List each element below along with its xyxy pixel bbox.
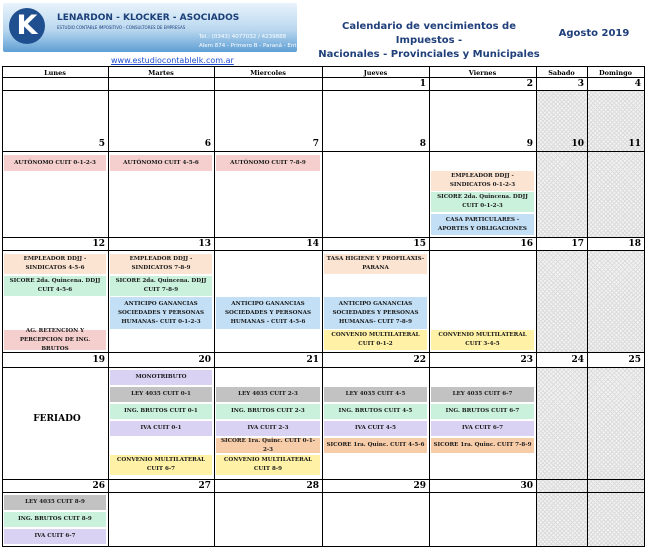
- event-iva: IVA CUIT 6-7: [431, 421, 534, 436]
- holiday-label: FERIADO: [33, 414, 81, 424]
- day-number: 8: [419, 139, 426, 149]
- grid-line: [2, 77, 645, 78]
- day-number: 25: [628, 355, 641, 365]
- event-ing-brutos: ING. BRUTOS CUIT 0-1: [110, 404, 212, 419]
- hatch-sat-w5: [537, 479, 587, 547]
- page-title: [318, 20, 540, 62]
- day-number: 19: [92, 355, 105, 365]
- event-autonomo: AUTÓNOMO CUIT 7-8-9: [216, 155, 320, 171]
- grid-line: [2, 479, 645, 480]
- day-number: 23: [520, 355, 533, 365]
- day-number: 5: [98, 139, 105, 149]
- company-logo: [3, 3, 316, 52]
- event-convenio-multilateral: CONVENIO MULTILATERAL CUIT 8-9: [216, 455, 320, 475]
- event-sicore-quincena: SICORE 1ra. Quinc. CUIT 7-8-9: [431, 438, 534, 453]
- day-number: 14: [306, 239, 319, 249]
- grid-line: [2, 66, 645, 67]
- logo-k-icon: K: [9, 8, 45, 44]
- grid-line: [2, 151, 645, 152]
- grid-line: [536, 66, 537, 547]
- event-empleador: EMPLEADOR DDJJ - SINDICATOS 4-5-6: [4, 254, 106, 274]
- event-anticipo-ganancias: ANTICIPO GANANCIAS SOCIEDADES Y PERSONAS HUMANAS- CUIT 0-1-2-3: [110, 297, 212, 329]
- day-header-jueves: Jueves: [363, 69, 388, 77]
- event-empleador: EMPLEADOR DDJJ - SINDICATOS 0-1-2-3: [431, 171, 534, 191]
- event-iva: IVA CUIT 0-1: [110, 421, 212, 436]
- hatch-sun-w3: [588, 250, 645, 352]
- event-ing-brutos: ING. BRUTOS CUIT 4-5: [324, 404, 427, 419]
- event-convenio-multilateral: CONVENIO MULTILATERAL CUIT 3-4-5: [431, 330, 534, 350]
- grid-line: [2, 237, 645, 238]
- grid-line: [322, 66, 323, 547]
- event-ag-retencion: AG. RETENCION Y PERCEPCION DE ING. BRUTOS: [4, 330, 106, 350]
- event-ley-4035: LEY 4035 CUIT 2-3: [216, 387, 320, 402]
- hatch-sun-w4: [588, 367, 645, 479]
- day-number: 17: [571, 239, 584, 249]
- day-number: 24: [571, 355, 584, 365]
- event-anticipo-ganancias: ANTICIPO GANANCIAS SOCIEDADES Y PERSONAS HUMANAS- CUIT 7-8-9: [324, 297, 427, 329]
- event-sicore-ddjj: SICORE 2da. Quincena. DDJJ CUIT 0-1-2-3: [431, 192, 534, 212]
- day-number: 10: [571, 139, 584, 149]
- hatch-sat-w3: [537, 250, 587, 352]
- grid-line: [429, 66, 430, 547]
- event-anticipo-ganancias: ANTICIPO GANANCIAS SOCIEDADES Y PERSONAS HUMANAS - CUIT 4-5-6: [216, 297, 320, 329]
- day-number: 27: [198, 481, 211, 491]
- day-number: 20: [198, 355, 211, 365]
- day-header-sabado: Sabado: [548, 69, 575, 77]
- event-ley-4035: LEY 4035 CUIT 4-5: [324, 387, 427, 402]
- day-number: 30: [520, 481, 533, 491]
- grid-line: [644, 66, 645, 547]
- company-subtitle: ESTUDIO CONTABLE IMPOSITIVO - CONSULTORES DE EMPRESAS: [57, 25, 186, 30]
- company-address: Alem 874 - Primero B - Paraná - Entre Ríos: [199, 43, 316, 49]
- event-sicore-ddjj: SICORE 2da. Quincena. DDJJ CUIT 7-8-9: [110, 276, 212, 296]
- event-ing-brutos: ING. BRUTOS CUIT 6-7: [431, 404, 534, 419]
- grid-line: [2, 546, 645, 547]
- hatch-sat-w2: [537, 151, 587, 237]
- day-number: 7: [312, 139, 319, 149]
- day-number: 9: [526, 139, 533, 149]
- company-name: LENARDON - KLOCKER - ASOCIADOS: [57, 13, 240, 23]
- day-number: 18: [628, 239, 641, 249]
- event-iva: IVA CUIT 4-5: [324, 421, 427, 436]
- event-sicore-quincena: SICORE 1ra. Quinc. CUIT 4-5-6: [324, 438, 427, 453]
- title-line-2: Nacionales - Provinciales y Municipales: [318, 49, 540, 60]
- event-autonomo: AUTÓNOMO CUIT 4-5-6: [110, 155, 212, 171]
- grid-line: [2, 66, 3, 547]
- day-number: 13: [198, 239, 211, 249]
- day-number: 28: [306, 481, 319, 491]
- event-ley-4035: LEY 4035 CUIT 6-7: [431, 387, 534, 402]
- event-autonomo: AUTÓNOMO CUIT 0-1-2-3: [4, 155, 106, 171]
- event-convenio-multilateral: CONVENIO MULTILATERAL CUIT 6-7: [110, 455, 212, 475]
- day-number: 4: [634, 79, 641, 89]
- hatch-sun-w5: [588, 479, 645, 547]
- event-iva: IVA CUIT 6-7: [4, 529, 106, 544]
- event-ing-brutos: ING. BRUTOS CUIT 2-3: [216, 404, 320, 419]
- event-iva: IVA CUIT 2-3: [216, 421, 320, 436]
- day-header-miercoles: Miercoles: [250, 69, 286, 77]
- day-number: 6: [204, 139, 211, 149]
- calendar-grid: [2, 66, 645, 547]
- day-number: 2: [526, 79, 533, 89]
- day-number: 16: [520, 239, 533, 249]
- hatch-sat-w4: [537, 367, 587, 479]
- day-header-viernes: Viernes: [468, 69, 497, 77]
- event-casa-particulares: CASA PARTICULARES - APORTES Y OBLIGACIONES: [431, 214, 534, 235]
- event-ley-4035: LEY 4035 CUIT 8-9: [4, 495, 106, 510]
- event-empleador: EMPLEADOR DDJJ - SINDICATOS 7-8-9: [110, 254, 212, 274]
- event-ing-brutos: ING. BRUTOS CUIT 8-9: [4, 512, 106, 527]
- day-number: 15: [413, 239, 426, 249]
- day-header-domingo: Domingo: [599, 69, 632, 77]
- day-header-lunes: Lunes: [44, 69, 66, 77]
- grid-line: [2, 90, 645, 91]
- event-monotributo: MONOTRIBUTO: [110, 370, 212, 385]
- day-number: 11: [628, 139, 641, 149]
- grid-line: [2, 250, 645, 251]
- website-link[interactable]: www.estudiocontablelk.com.ar: [111, 56, 234, 65]
- grid-line: [108, 66, 109, 547]
- company-phone: Tel.: (0343) 4077032 / 4239888: [199, 34, 287, 40]
- month-label: Agosto 2019: [558, 28, 630, 39]
- grid-line: [214, 66, 215, 547]
- event-convenio-multilateral: CONVENIO MULTILATERAL CUIT 0-1-2: [324, 330, 427, 350]
- day-number: 29: [413, 481, 426, 491]
- grid-line: [2, 367, 645, 368]
- event-tasa-higiene: TASA HIGIENE Y PROFILAXIS- PARANA: [324, 254, 427, 274]
- hatch-sun-w2: [588, 151, 645, 237]
- day-number: 21: [306, 355, 319, 365]
- day-number: 22: [413, 355, 426, 365]
- title-line-1: Calendario de vencimientos de Impuestos -: [341, 21, 516, 46]
- grid-line: [2, 492, 645, 493]
- event-ley-4035: LEY 4035 CUIT 0-1: [110, 387, 212, 402]
- day-number: 3: [577, 79, 584, 89]
- day-header-martes: Martes: [148, 69, 174, 77]
- event-sicore-quincena: SICORE 1ra. Quinc. CUIT 0-1-2-3: [216, 438, 320, 453]
- day-number: 26: [92, 481, 105, 491]
- day-number: 12: [92, 239, 105, 249]
- grid-line: [587, 66, 588, 547]
- day-number: 1: [419, 79, 426, 89]
- event-sicore-ddjj: SICORE 2da. Quincena. DDJJ CUIT 4-5-6: [4, 276, 106, 296]
